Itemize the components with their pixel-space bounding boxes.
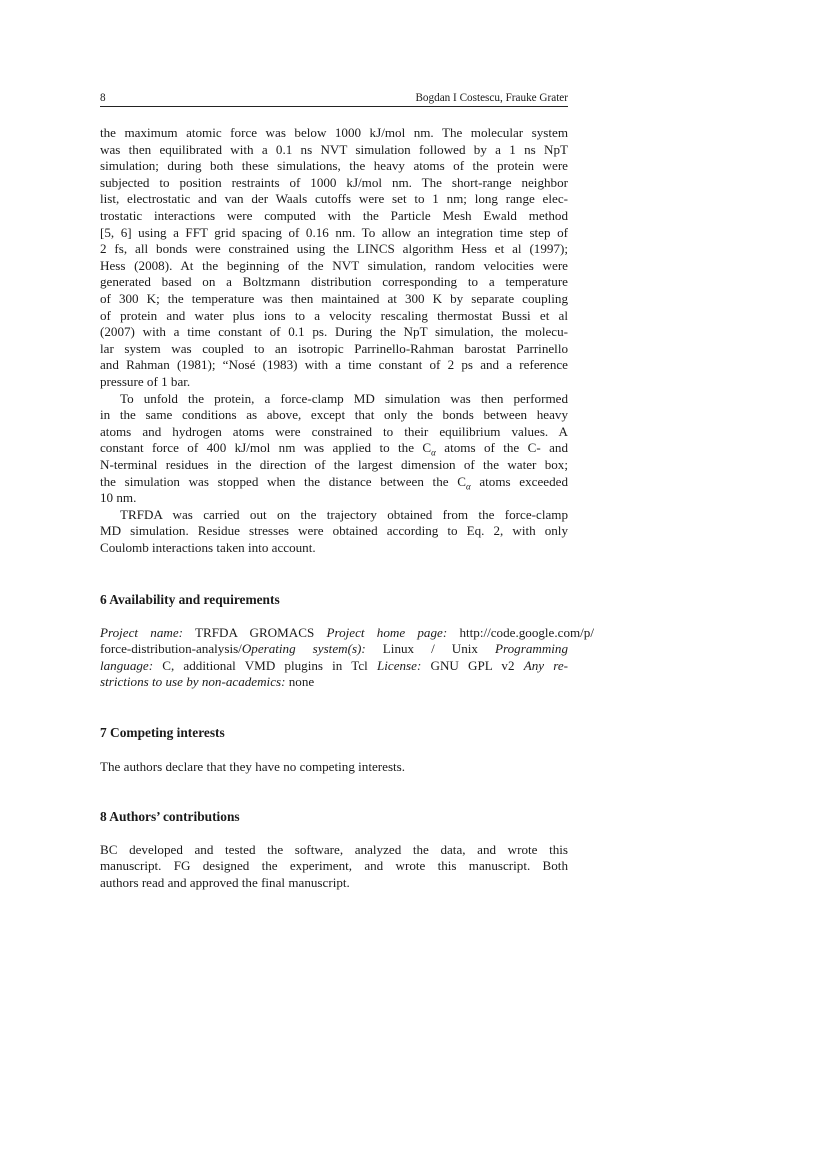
text-line: To unfold the protein, a force-clamp MD simulation was then performed — [120, 390, 568, 406]
competing-interests-text: The authors declare that they have no competing interests. — [100, 758, 406, 774]
text-line: lar system was coupled to an isotropic Parrinello-Rahman barostat Parrinello — [100, 340, 568, 356]
license-value: GNU GPL v2 — [421, 657, 524, 673]
text-line: MD simulation. Residue stresses were obtained according to Eq. 2, with only — [100, 523, 568, 539]
running-header — [100, 91, 568, 105]
os-value: Linux / Unix — [365, 641, 496, 657]
text-span: constant force of 400 kJ/mol nm was applied to the C — [100, 440, 432, 456]
home-page-label: Project home page: — [326, 624, 448, 640]
text-line: atoms and hydrogen atoms were constrained to their equilibrium values. A — [100, 423, 568, 439]
restrictions-label-continued: strictions to use by non-academics: — [100, 674, 286, 690]
text-line: N-terminal residues in the direction of the largest dimension of the water box; — [100, 457, 568, 472]
text-line: generated based on a Boltzmann distribution corresponding to a temperature — [100, 274, 568, 290]
text-span: atoms of the C- and — [435, 440, 569, 456]
restrictions-value: none — [285, 674, 315, 690]
text-line — [100, 474, 568, 490]
text-line: the maximum atomic force was below 1000 kJ/mol nm. The molecular system — [100, 125, 568, 140]
text-line: [5, 6] using a FFT grid spacing of 0.16 nm. To allow an integration time step of — [100, 224, 568, 240]
text-line: 2 fs, all bonds were constrained using the LINCS algorithm Hess et al (1997); — [100, 241, 568, 257]
license-label: License: — [376, 657, 422, 673]
text-line: authors read and approved the final manuscript. — [100, 874, 350, 890]
text-line: subjected to position restraints of 1000 kJ/mol nm. The short-range neighbor — [100, 174, 568, 190]
language-label: Programming — [495, 641, 569, 657]
text-line: (2007) with a time constant of 0.1 ps. During the NpT simulation, the molecu- — [100, 324, 568, 340]
text-line: list, electrostatic and van der Waals cutoffs were set to 1 nm; long range elec- — [100, 191, 568, 207]
home-page-url-continued[interactable]: force-distribution-analysis/ — [100, 641, 242, 657]
text-line: trostatic interactions were computed with the Particle Mesh Ewald method — [100, 208, 568, 223]
project-name-label: Project name: — [100, 624, 184, 640]
text-line: Coulomb interactions taken into account. — [100, 540, 316, 555]
text-line: was then equilibrated with a 0.1 ns NVT simulation followed by a 1 ns NpT — [100, 141, 568, 157]
text-line — [100, 674, 568, 690]
text-line — [100, 625, 594, 641]
language-label-continued: language: — [100, 657, 154, 673]
page-number: 8 — [100, 92, 106, 104]
text-span: the simulation was stopped when the distance between the C — [100, 473, 466, 489]
section-heading-competing-interests: 7 Competing interests — [100, 725, 225, 740]
os-label: Operating system(s): — [241, 641, 366, 657]
text-line: 10 nm. — [100, 490, 137, 506]
project-name-value: TRFDA GROMACS — [183, 624, 327, 640]
section-heading-availability: 6 Availability and requirements — [100, 592, 280, 607]
text-line: BC developed and tested the software, analyzed the data, and wrote this — [100, 841, 568, 857]
running-header-authors: Bogdan I Costescu, Frauke Grater — [415, 92, 568, 104]
text-line: and Rahman (1981); “Nosé (1983) with a time constant of 2 ps and a reference — [100, 357, 568, 373]
text-line: pressure of 1 bar. — [100, 374, 191, 389]
text-line — [100, 658, 568, 674]
section-heading-authors-contributions: 8 Authors’ contributions — [100, 809, 240, 824]
text-line: manuscript. FG designed the experiment, and wrote this manuscript. Both — [100, 858, 568, 874]
text-line: TRFDA was carried out on the trajectory obtained from the force-clamp — [120, 506, 568, 522]
text-line: in the same conditions as above, except that only the bonds between heavy — [100, 407, 568, 423]
text-line — [100, 440, 568, 456]
restrictions-label: Any re- — [523, 657, 569, 673]
alpha-subscript: α — [465, 481, 471, 492]
text-line: simulation; during both these simulations, the heavy atoms of the protein were — [100, 158, 568, 174]
alpha-subscript: α — [431, 448, 436, 458]
text-line: of protein and water plus ions to a velocity rescaling thermostat Bussi et al — [100, 307, 568, 323]
text-line: Hess (2008). At the beginning of the NVT simulation, random velocities were — [100, 257, 568, 273]
header-rule — [100, 106, 568, 107]
home-page-url[interactable]: http://code.google.com/p/ — [447, 624, 594, 640]
language-value: C, additional VMD plugins in Tcl — [153, 657, 377, 673]
text-line: of 300 K; the temperature was then maintained at 300 K by separate coupling — [100, 291, 568, 306]
text-line — [100, 641, 568, 657]
text-span: atoms exceeded — [470, 473, 568, 489]
